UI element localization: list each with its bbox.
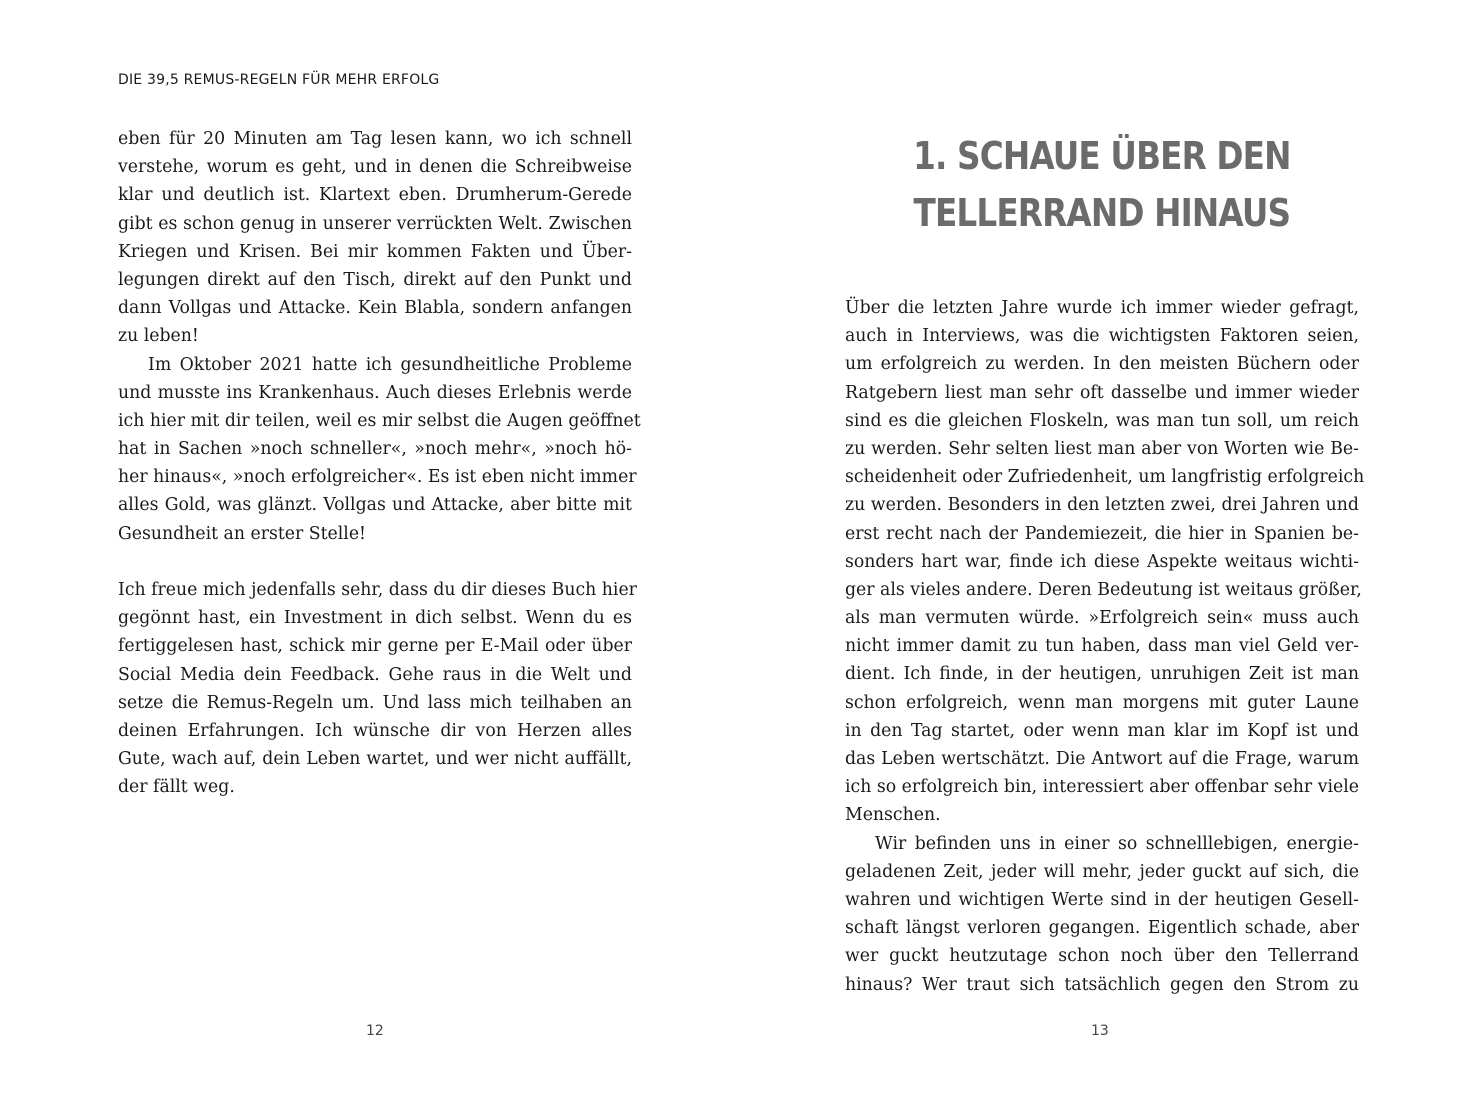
text-line: Wir befinden uns in einer so schnelllebigen, energie- <box>875 833 1359 854</box>
text-line: schaft längst verloren gegangen. Eigentlich schade, aber <box>845 918 1359 939</box>
right-page <box>738 0 1476 1104</box>
text-line: dient. Ich finde, in der heutigen, unruhigen Zeit ist man <box>845 664 1359 685</box>
text-line: scheidenheit oder Zufriedenheit, um langfristig erfolgreich <box>845 467 1365 488</box>
text-line: legungen direkt auf den Tisch, direkt auf den Punkt und <box>118 269 632 290</box>
text-line: verstehe, worum es geht, und in denen die Schreibweise <box>118 157 632 178</box>
text-line: Menschen. <box>845 805 941 826</box>
text-line: fertiggelesen hast, schick mir gerne per E-Mail oder über <box>118 636 632 657</box>
text-line: Gute, wach auf, dein Leben wartet, und wer nicht auffällt, <box>118 749 632 770</box>
text-line: Ratgebern liest man sehr oft dasselbe und immer wieder <box>845 382 1359 403</box>
text-line: zu werden. Besonders in den letzten zwei, drei Jahren und <box>845 495 1359 516</box>
text-line: Gesundheit an erster Stelle! <box>118 523 366 544</box>
text-line: hat in Sachen »noch schneller«, »noch mehr«, »noch hö- <box>118 439 632 460</box>
left-body-text <box>118 125 641 802</box>
text-line: als man vermuten würde. »Erfolgreich sein« muss auch <box>845 608 1359 629</box>
text-line: gegönnt hast, ein Investment in dich selbst. Wenn du es <box>118 608 632 629</box>
text-line: Über die letzten Jahre wurde ich immer wieder gefragt, <box>845 298 1359 318</box>
text-line: um erfolgreich zu werden. In den meisten Büchern oder <box>845 354 1359 375</box>
text-line: ich hier mit dir teilen, weil es mir selbst die Augen geöffnet <box>118 410 641 431</box>
text-line: geladenen Zeit, jeder will mehr, jeder guckt auf sich, die <box>845 861 1359 882</box>
text-line: Social Media dein Feedback. Gehe raus in die Welt und <box>118 664 632 685</box>
chapter-title <box>789 128 1415 242</box>
text-line: deinen Erfahrungen. Ich wünsche dir von Herzen alles <box>118 720 632 741</box>
text-line: eben für 20 Minuten am Tag lesen kann, wo ich schnell <box>118 129 632 149</box>
text-line: der fällt weg. <box>118 777 235 798</box>
text-line: dann Vollgas und Attacke. Kein Blabla, sondern anfangen <box>118 298 632 319</box>
text-line: und musste ins Krankenhaus. Auch dieses Erlebnis werde <box>118 382 632 403</box>
text-line: erst recht nach der Pandemiezeit, die hier in Spanien be- <box>845 523 1359 544</box>
page-number: 13 <box>1091 1023 1109 1039</box>
text-line: wer guckt heutzutage schon noch über den Tellerrand <box>845 946 1359 967</box>
text-line: auch in Interviews, was die wichtigsten Faktoren seien, <box>845 326 1359 347</box>
text-line: alles Gold, was glänzt. Vollgas und Attacke, aber bitte mit <box>118 495 632 516</box>
text-line: wahren und wichtigen Werte sind in der heutigen Gesell- <box>845 889 1359 910</box>
text-line: sonders hart war, finde ich diese Aspekte weitaus wichti- <box>845 551 1359 572</box>
text-line: nicht immer damit zu tun haben, dass man viel Geld ver- <box>845 636 1359 657</box>
text-line: ich so erfolgreich bin, interessiert aber offenbar sehr viele <box>845 777 1359 798</box>
text-line: klar und deutlich ist. Klartext eben. Drumherum-Gerede <box>118 185 632 206</box>
text-line: hinaus? Wer traut sich tatsächlich gegen den Strom zu <box>845 974 1359 995</box>
text-line: Im Oktober 2021 hatte ich gesundheitliche Probleme <box>148 354 632 375</box>
text-line: ger als vieles andere. Deren Bedeutung ist weitaus größer, <box>845 579 1362 600</box>
text-line: gibt es schon genug in unserer verrückten Welt. Zwischen <box>118 213 632 234</box>
text-line: zu leben! <box>118 326 199 347</box>
text-line: Kriegen und Krisen. Bei mir kommen Fakten und Über- <box>118 241 632 262</box>
text-line: setze die Remus-Regeln um. Und lass mich teilhaben an <box>118 692 632 713</box>
text-line: das Leben wertschätzt. Die Antwort auf die Frage, warum <box>845 749 1359 769</box>
text-line: schon erfolgreich, wenn man morgens mit guter Laune <box>845 692 1359 713</box>
text-line: in den Tag startet, oder wenn man klar im Kopf ist und <box>845 720 1359 741</box>
text-line: zu werden. Sehr selten liest man aber von Worten wie Be- <box>845 438 1359 459</box>
text-line: sind es die gleichen Floskeln, was man tun soll, um reich <box>845 410 1359 431</box>
right-body-text <box>845 294 1365 999</box>
page-number: 12 <box>366 1023 384 1039</box>
text-line: Ich freue mich jedenfalls sehr, dass du dir dieses Buch hier <box>118 580 637 600</box>
paragraph-gap <box>118 548 632 576</box>
chapter-title-line: 1. SCHAUE ÜBER DEN <box>913 134 1291 178</box>
running-head: DIE 39,5 REMUS-REGELN FÜR MEHR ERFOLG <box>118 72 440 88</box>
chapter-title-line: TELLERRAND HINAUS <box>913 191 1291 235</box>
text-line: her hinaus«, »noch erfolgreicher«. Es ist eben nicht immer <box>118 467 637 488</box>
